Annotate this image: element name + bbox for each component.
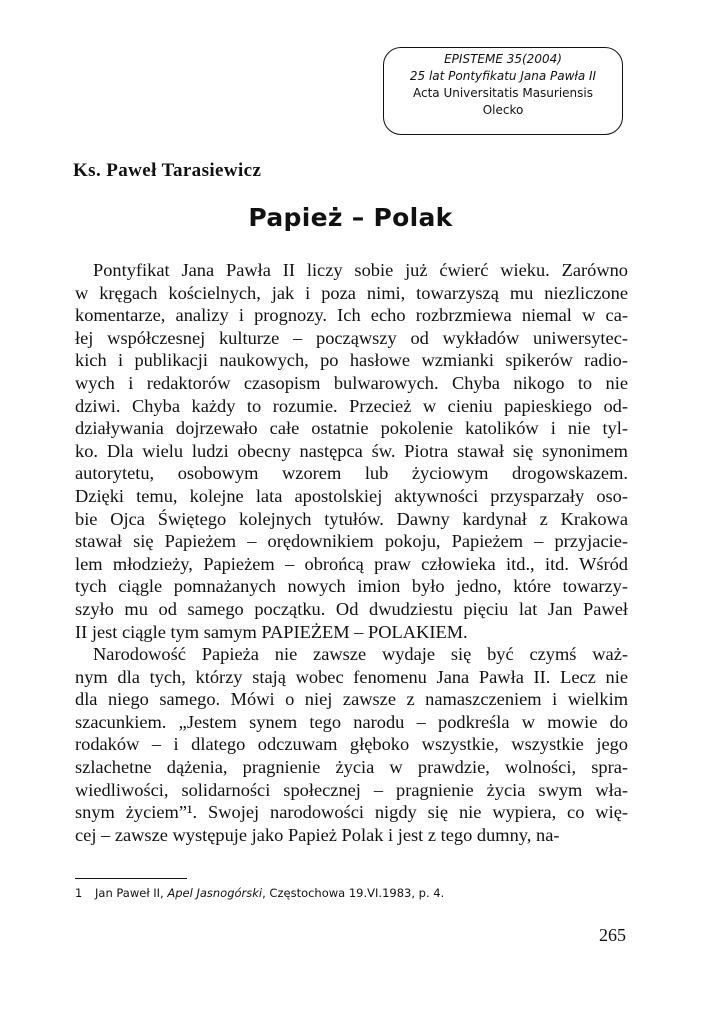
page-number: 265 (599, 925, 626, 945)
text-line: rodaków – i dlatego odczuwam głęboko wszystkie, wszystkie jego (75, 734, 628, 755)
text-line: w kręgach kościelnych, jak i poza nimi, towarzyszą mu niezliczone (75, 282, 628, 303)
text-line: dziwi. Chyba każdy to rozumie. Przecież w cieniu papieskiego od- (75, 395, 628, 416)
text-line: nym dla tych, którzy stają wobec fenomenu Jana Pawła II. Lecz nie (75, 666, 628, 687)
article-body (75, 259, 628, 846)
text-line: Narodowość Papieża nie zawsze wydaje się być czymś waż- (93, 644, 628, 665)
text-line: II jest ciągle tym samym PAPIEŻEM – POLAKIEM. (75, 621, 468, 642)
footnote-number: 1 (75, 886, 83, 900)
text-line: stawał się Papieżem – orędownikiem pokoju, Papieżem – przyjacie- (75, 531, 628, 552)
text-line: łej współczesnej kulturze – począwszy od wykładów uniwersytec- (75, 327, 628, 348)
text-line: komentarze, analizy i prognozy. Ich echo rozbrzmiewa niemal w ca- (75, 305, 628, 326)
text-line: tych ciągle pomnażanych nowych imion było jedno, które towarzy- (75, 576, 628, 597)
text-line: działywania dojrzewało całe ostatnie pokolenie katolików i nie tyl- (75, 418, 628, 439)
text-line: Dzięki temu, kolejne lata apostolskiej aktywności przysparzały oso- (75, 485, 628, 506)
text-line: lem młodzieży, Papieżem – obrońcą praw człowieka itd., itd. Wśród (75, 553, 628, 574)
footnote (75, 886, 444, 900)
text-line: szlachetne dążenia, pragnienie życia w prawdzie, wolności, spra- (75, 757, 628, 778)
text-line: wych i redaktorów czasopism bulwarowych. Chyba nikogo to nie (75, 372, 628, 393)
text-line: ko. Dla wielu ludzi obecny następca św. Piotra stawał się synonimem (75, 440, 628, 461)
journal-header-box (383, 47, 623, 135)
article-author: Ks. Paweł Tarasiewicz (73, 160, 262, 181)
text-line: snym życiem”¹. Swojej narodowości nigdy się nie wypiera, co wię- (75, 802, 628, 823)
text-line: autorytetu, osobowym wzorem lub życiowym drogowskazem. (75, 463, 628, 484)
text-line: szacunkiem. „Jestem synem tego narodu – podkreśla w mowie do (75, 711, 628, 732)
footnote-text-after: , Częstochowa 19.VI.1983, p. 4. (262, 886, 445, 900)
footnote-italic-title: Apel Jasnogórski (167, 886, 263, 900)
journal-series: Acta Universitatis Masuriensis (412, 86, 594, 100)
text-line: wiedliwości, solidarności społecznej – pragnienie życia swym wła- (75, 779, 628, 800)
text-line: cej – zawsze występuje jako Papież Polak i jest z tego dumny, na- (75, 824, 560, 845)
text-line: bie Ojca Świętego kolejnych tytułów. Dawny kardynał z Krakowa (75, 508, 628, 529)
journal-title: EPISTEME 35(2004) (444, 52, 562, 66)
journal-place: Olecko (482, 103, 524, 117)
article-title: Papież – Polak (248, 203, 453, 232)
footnote-text-before: Jan Paweł II, (95, 886, 168, 900)
footnote-divider (75, 878, 187, 879)
text-line: dla niego samego. Mówi o niej zawsze z namaszczeniem i wielkim (75, 689, 628, 710)
paragraph-2 (75, 643, 628, 846)
paragraph-1 (75, 259, 628, 643)
journal-subtitle: 25 lat Pontyfikatu Jana Pawła II (409, 69, 597, 83)
text-line: Pontyfikat Jana Pawła II liczy sobie już ćwierć wieku. Zarówno (93, 260, 628, 280)
text-line: kich i publikacji naukowych, po hasłowe wzmianki spikerów radio- (75, 350, 628, 371)
text-line: szyło mu od samego początku. Od dwudziestu pięciu lat Jan Paweł (75, 598, 628, 619)
